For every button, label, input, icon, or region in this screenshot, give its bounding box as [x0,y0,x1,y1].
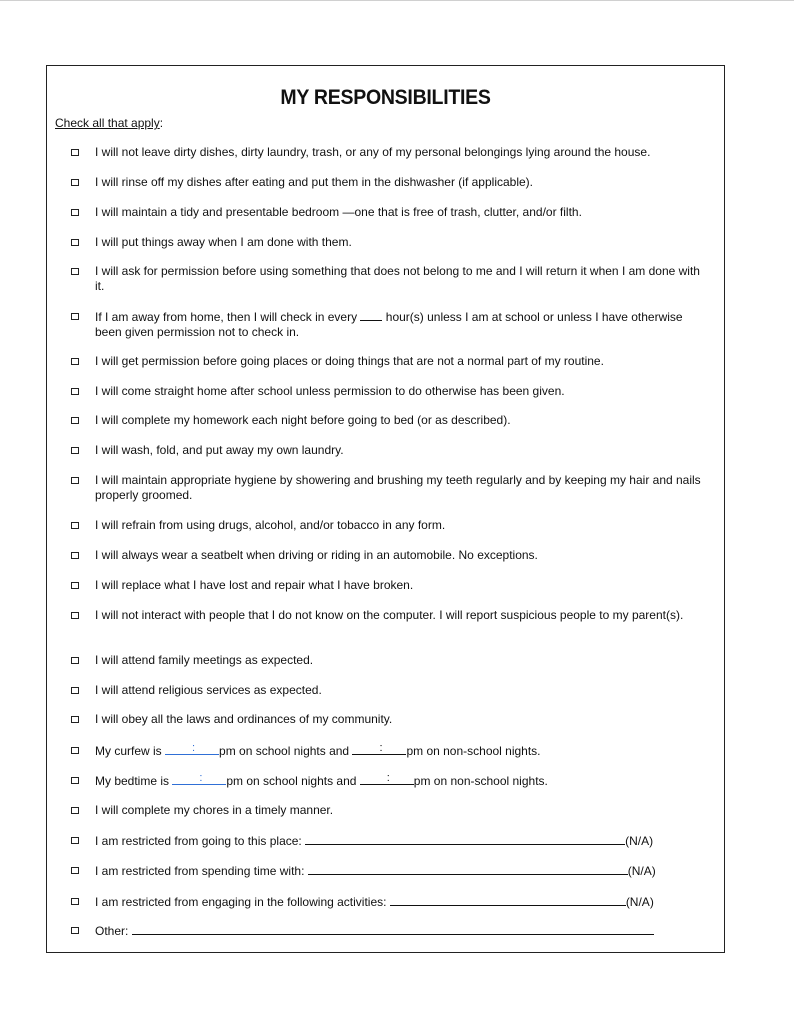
checkbox[interactable] [71,747,79,754]
check-in-text-before: If I am away from home, then I will check in every [95,310,361,324]
list-item [71,384,711,399]
item-text: I will refrain from using drugs, alcohol, and/or tobacco in any form. [95,518,446,532]
restriction-label: I am restricted from going to this place: [95,834,306,848]
checkbox[interactable] [71,388,79,395]
list-item-restriction-activities [71,894,711,910]
item-text [95,833,711,849]
restriction-note: (N/A) [625,834,654,848]
time-colon: : [386,772,390,784]
list-item [71,712,711,727]
page-top-border [0,0,794,1]
item-text: I will complete my homework each night before going to bed (or as described). [95,413,511,427]
list-item-restriction-people [71,863,711,879]
item-text: I will always wear a seatbelt when driving or riding in an automobile. No exceptions. [95,548,538,562]
item-text [95,743,711,759]
item-text [95,863,711,879]
item-text: I will obey all the laws and ordinances of my community. [95,712,393,726]
item-text: I will maintain a tidy and presentable bedroom —one that is free of trash, clutter, and/or filth. [95,205,582,219]
checkbox[interactable] [71,313,79,320]
item-text: I will not leave dirty dishes, dirty laundry, trash, or any of my personal belongings lying around the house. [95,145,651,159]
list-item [71,264,711,294]
item-text: I will ask for permission before using something that does not belong to me and I will return it when I am done with it. [95,264,700,293]
list-item [71,653,711,668]
checkbox[interactable] [71,582,79,589]
curfew-middle: pm on school nights and [219,744,353,758]
list-item [71,473,711,503]
other-label: Other: [95,924,129,938]
restriction-note: (N/A) [627,864,656,878]
checkbox[interactable] [71,657,79,664]
curfew-school-time-blank[interactable] [165,743,219,755]
checkbox[interactable] [71,149,79,156]
list-item [71,578,711,593]
curfew-suffix: pm on non-school nights. [406,744,541,758]
list-item [71,608,711,623]
list-item [71,443,711,458]
item-text [95,923,711,939]
list-item-curfew [71,743,711,759]
list-item [71,205,711,220]
item-text: I will wash, fold, and put away my own laundry. [95,443,344,457]
time-colon: : [379,742,383,754]
list-item [71,145,711,160]
item-text: I will attend religious services as expected. [95,683,322,697]
bedtime-middle: pm on school nights and [226,774,360,788]
checkbox[interactable] [71,612,79,619]
checkbox[interactable] [71,417,79,424]
item-text: I will rinse off my dishes after eating and put them in the dishwasher (if applicable). [95,175,533,189]
list-item [71,413,711,428]
curfew-prefix: My curfew is [95,744,166,758]
item-text: I will get permission before going places or doing things that are not a normal part of my routine. [95,354,604,368]
instruction-label: Check all that apply [55,116,160,130]
other-blank[interactable] [132,923,654,935]
list-item-bedtime [71,773,711,789]
list-item [71,683,711,698]
checkbox[interactable] [71,687,79,694]
list-item-check-in [71,309,711,340]
checkbox[interactable] [71,552,79,559]
item-text: I will put things away when I am done with them. [95,235,352,249]
checkbox[interactable] [71,777,79,784]
checkbox[interactable] [71,837,79,844]
restriction-label: I am restricted from engaging in the following activities: [95,895,390,909]
restriction-place-blank[interactable] [305,833,625,845]
list-item-restriction-place [71,833,711,849]
list-item-other [71,923,711,939]
list-item [71,354,711,369]
list-item [71,548,711,563]
checkbox[interactable] [71,522,79,529]
list-item [71,803,711,818]
checkbox[interactable] [71,358,79,365]
checkbox[interactable] [71,209,79,216]
responsibilities-form [46,65,725,953]
checkbox[interactable] [71,807,79,814]
item-text: I will complete my chores in a timely manner. [95,803,334,817]
page-title: MY RESPONSIBILITIES [280,86,491,109]
item-text: I will not interact with people that I do not know on the computer. I will report suspicious people to my parent(s). [95,608,684,622]
item-text: I will maintain appropriate hygiene by showering and brushing my teeth regularly and by keeping my hair and nails properly groomed. [95,473,701,502]
instruction-suffix: : [159,116,164,130]
checkbox[interactable] [71,477,79,484]
checkbox[interactable] [71,898,79,905]
checkbox[interactable] [71,179,79,186]
checkbox[interactable] [71,447,79,454]
item-text: I will attend family meetings as expected. [95,653,314,667]
instruction-text [55,116,163,130]
checkbox[interactable] [71,716,79,723]
item-text: I will come straight home after school unless permission to do otherwise has been given. [95,384,565,398]
list-item [71,518,711,533]
check-in-text-after: hour(s) unless I am at school or unless I have otherwise been given permission not to check in. [95,310,683,339]
check-in-hours-blank[interactable] [360,309,382,321]
checkbox[interactable] [71,927,79,934]
item-text [95,773,711,789]
checkbox[interactable] [71,867,79,874]
restriction-label: I am restricted from spending time with: [95,864,308,878]
list-item [71,235,711,250]
checkbox[interactable] [71,268,79,275]
item-text: I will replace what I have lost and repair what I have broken. [95,578,414,592]
item-text [95,894,711,910]
curfew-nonschool-time-blank[interactable] [352,743,406,755]
time-colon: : [192,742,196,754]
bedtime-nonschool-time-blank[interactable] [360,773,414,785]
time-colon: : [199,772,203,784]
checkbox[interactable] [71,239,79,246]
list-item [71,175,711,190]
item-text [95,309,711,340]
restriction-activities-blank[interactable] [390,894,626,906]
bedtime-prefix: My bedtime is [95,774,173,788]
restriction-note: (N/A) [625,895,654,909]
restriction-people-blank[interactable] [308,863,628,875]
bedtime-school-time-blank[interactable] [172,773,226,785]
bedtime-suffix: pm on non-school nights. [413,774,548,788]
